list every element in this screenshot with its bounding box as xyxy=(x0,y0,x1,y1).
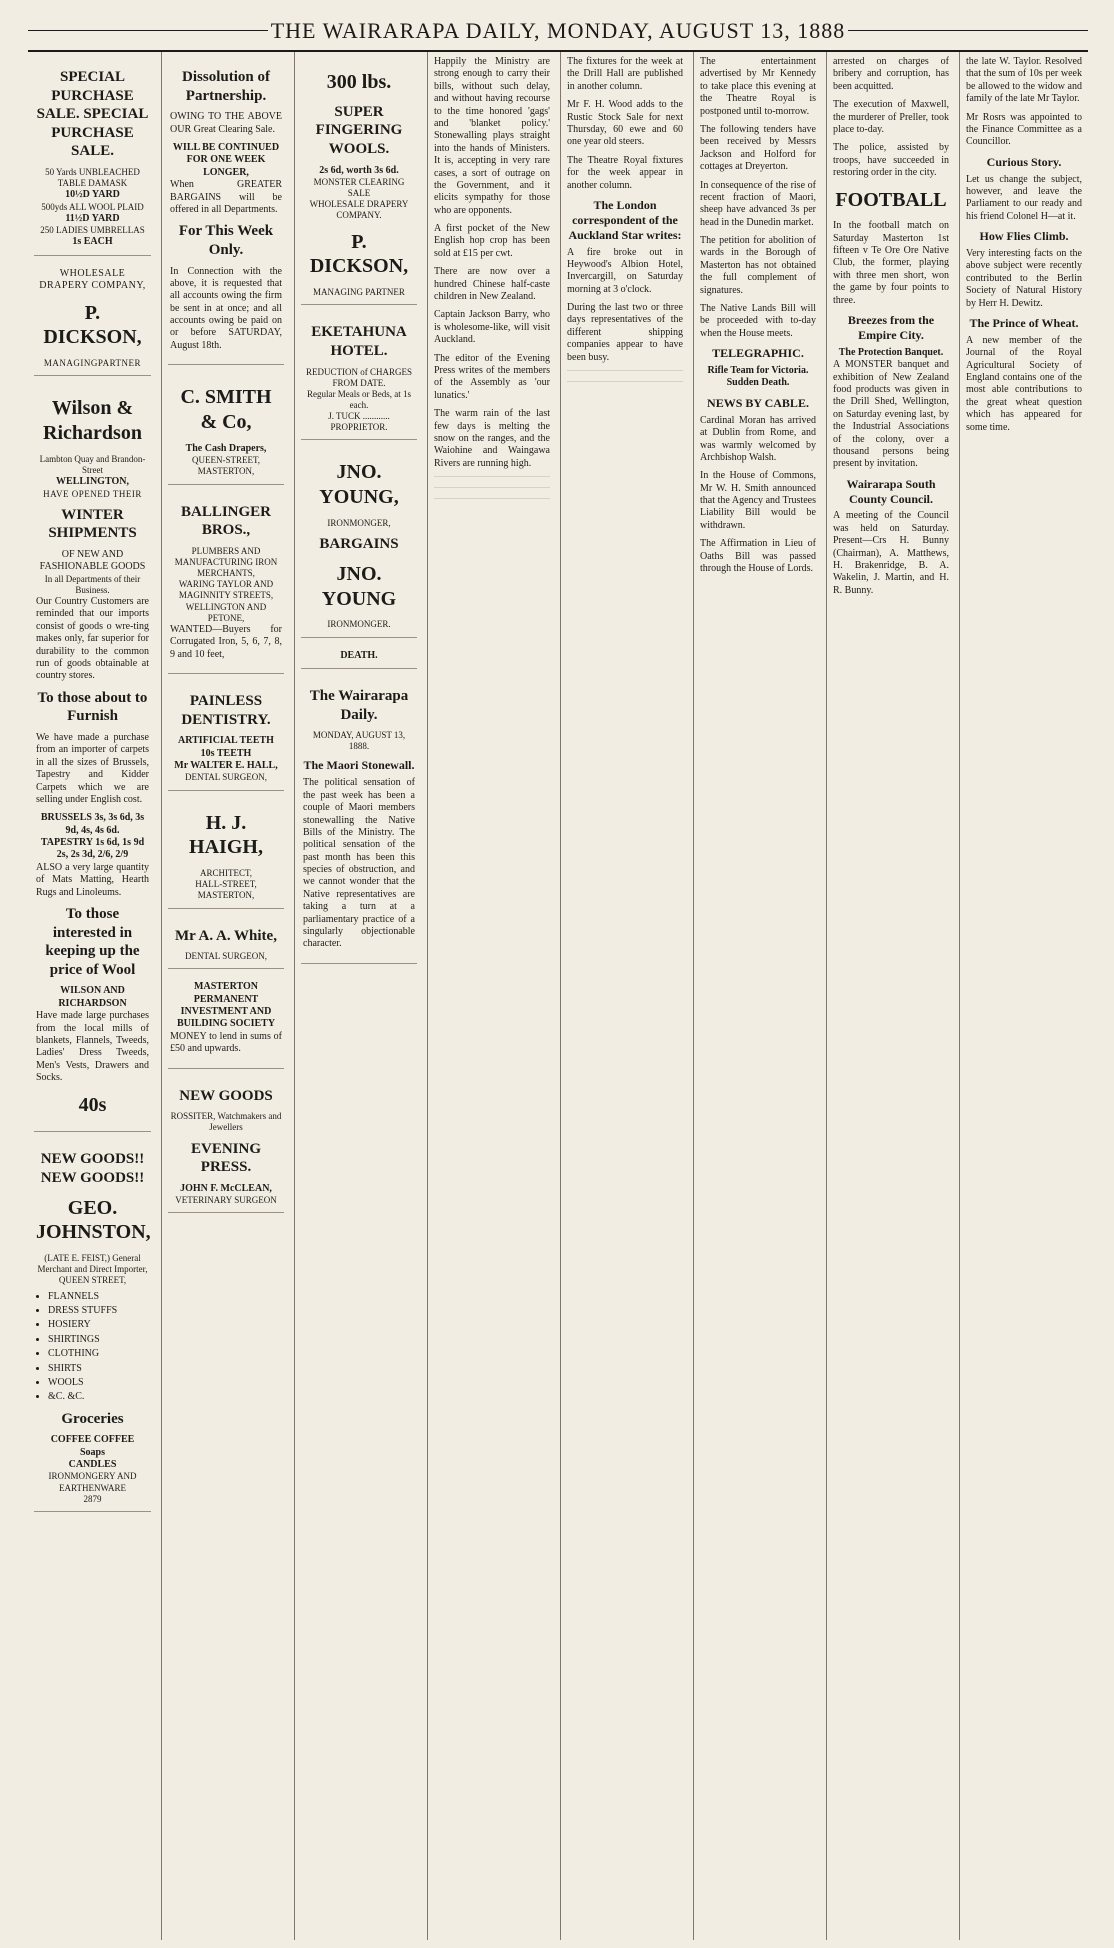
johnston-list-item: • CLOTHING xyxy=(48,1348,149,1360)
haigh-role: ARCHITECT, xyxy=(199,868,253,879)
wilson-body: Our Country Customers are reminded that our imports consist of goods o wre-ting makes only, far superior for durability to the common run of goods obtainable at country stores. xyxy=(36,596,149,682)
death-notice xyxy=(301,644,417,669)
dissolution-title: Dissolution of Partnership. xyxy=(182,69,270,104)
council-body: A meeting of the Council was held on Saturday. Present—Crs H. Bunny (Chairman), A. Matthews, H. Brakenridge, B. A. Wakelin, J. Martin, and H. R. Bunny. xyxy=(833,510,949,596)
daily-heading xyxy=(301,675,417,964)
column-6 xyxy=(693,52,822,1940)
column-7-article-3: The police, assisted by troops, have succeeded in restoring order in the city. xyxy=(833,142,949,179)
column-4-news-2: There are now over a hundred Chinese half-caste children in New Zealand. xyxy=(434,266,550,303)
hotel-proprietor: J. TUCK ............ PROPRIETOR. xyxy=(328,411,390,433)
column-4-filler xyxy=(434,487,550,496)
mclean-name: JOHN F. McCLEAN, xyxy=(180,1182,272,1194)
johnston-list-item: • DRESS STUFFS xyxy=(48,1305,149,1317)
masthead-right-rule xyxy=(848,30,1088,31)
wilson-title: Wilson & Richardson xyxy=(43,397,142,445)
wilson-ad xyxy=(34,382,151,1132)
column-6-article-5: The Native Lands Bill will be proceeded with to-day when the House meets. xyxy=(700,303,816,339)
ballinger-body: WANTED—Buyers for Corrugated Iron, 5, 6, 7, 8, 9 and 10 feet, xyxy=(170,623,282,660)
dentistry-ad xyxy=(168,680,284,791)
new-goods-heading: NEW GOODS xyxy=(179,1087,273,1104)
flies-body: Very interesting facts on the above subject were recently contributed to the Berlin Society of Natural History by Herr H. Dewitz. xyxy=(966,248,1082,309)
column-1-footer: 2879 xyxy=(83,1493,102,1504)
smith-ad xyxy=(168,371,284,484)
sudden-title: Sudden Death. xyxy=(726,377,790,389)
wool-title: To those interested in keeping up the price of Wool xyxy=(45,906,140,978)
news-goods-ad xyxy=(168,1075,284,1214)
sale-price-3: 1s EACH xyxy=(72,236,113,248)
hotel-title: EKETAHUNA HOTEL. xyxy=(311,324,407,359)
wheat-body: A new member of the Journal of the Royal Agricultural Society of England contains one of the most able contributions to the great wheat question which has appeared for some time. xyxy=(966,334,1082,433)
johnston-list-item: • SHIRTINGS xyxy=(48,1334,149,1346)
wilson-address: Lambton Quay and Brandon-Street xyxy=(39,453,146,476)
young-subtitle-2: IRONMONGER. xyxy=(327,619,391,630)
dissolution-continued: WILL BE CONTINUED FOR ONE WEEK LONGER, xyxy=(172,141,280,178)
daily-date: MONDAY, AUGUST 13, 1888. xyxy=(312,730,406,752)
tapestry-price: TAPESTRY 1s 6d, 1s 9d 2s, 2s 3d, 2/6, 2/9 xyxy=(40,837,145,861)
smith-subtitle: The Cash Drapers, xyxy=(185,442,267,454)
column-4-news-5: The warm rain of the last few days is melting the snow on the ranges, and the Waiohine and Waingawa Rivers are running high. xyxy=(434,408,550,469)
watch-subtitle: ROSSITER, Watchmakers and Jewellers xyxy=(170,1111,282,1133)
masthead-left-rule xyxy=(28,30,268,31)
candles-title: CANDLES xyxy=(68,1459,117,1471)
breezes-title: Breezes from the Empire City. xyxy=(847,313,935,342)
hotel-board: Regular Meals or Beds, at 1s each. xyxy=(307,388,411,410)
protection-title: The Protection Banquet. xyxy=(838,346,944,358)
dissolution-body-3: In Connection with the above, it is requested that all accounts owing the firm be sent in at once; and all accounts owing be paid on or before SATURDAY, August 18th. xyxy=(170,265,282,351)
wool-company: WHOLESALE DRAPERY COMPANY. xyxy=(309,199,409,221)
column-7-article: arrested on charges of bribery and corruption, has been acquitted. xyxy=(833,56,949,92)
telegraph-title: TELEGRAPHIC. xyxy=(712,346,804,361)
masthead xyxy=(28,10,1088,52)
dickson-role: MANAGINGPARTNER xyxy=(43,358,142,369)
hall-name: Mr WALTER E. HALL, xyxy=(174,759,278,771)
hotel-ad xyxy=(301,311,417,440)
column-5-filler xyxy=(567,370,683,379)
johnston-name: GEO. JOHNSTON, xyxy=(36,1196,151,1244)
johnston-list-item: • HOSIERY xyxy=(48,1319,149,1331)
wool-dickson: P. DICKSON, xyxy=(309,230,409,278)
johnston-list-item: • &C. &C. xyxy=(48,1391,149,1403)
death-title: DEATH. xyxy=(340,649,378,661)
furnish-body: We have made a purchase from an importer of carpets in all the sizes of Brussels, Tapestry and Kidder Carpets which we are selling under English cost. xyxy=(36,731,149,805)
johnston-list xyxy=(36,1291,149,1404)
wool-body: Have made large purchases from the local mills of blankets, Flannels, Tweeds, Ladies' Dress Tweeds, Men's Vests, Drawers and Socks. xyxy=(36,1010,149,1084)
furnish-title: To those about to Furnish xyxy=(37,689,148,725)
new-goods-title: NEW GOODS!! NEW GOODS!! xyxy=(40,1151,145,1186)
column-5-article-3: The Theatre Royal fixtures for the week appear in another column. xyxy=(567,154,683,191)
johnston-ad xyxy=(34,1138,151,1512)
wool-monster: MONSTER CLEARING SALE xyxy=(313,176,405,199)
vet-title: VETERINARY SURGEON xyxy=(175,1195,277,1206)
column-5-filler xyxy=(567,381,683,390)
sale-line-3: 250 LADIES UMBRELLAS xyxy=(40,225,145,236)
column-8 xyxy=(959,52,1088,1940)
evening-press-title: EVENING PRESS. xyxy=(190,1140,261,1176)
wool-price: 40s xyxy=(78,1093,107,1116)
masthead-title xyxy=(28,18,1088,44)
column-4-news-1: A first pocket of the New English hop crop has been sold at £15 per cwt. xyxy=(434,223,550,259)
wilson-shipments: WINTER SHIPMENTS xyxy=(48,506,137,542)
haigh-ad xyxy=(168,797,284,909)
dissolution-body: OWING TO THE ABOVE OUR Great Clearing Sale. xyxy=(170,111,282,135)
johnston-list-item: • SHIRTS xyxy=(48,1363,149,1375)
wilson-opened: HAVE OPENED THEIR xyxy=(43,488,142,499)
column-1 xyxy=(28,52,157,1940)
johnston-list-item: • FLANNELS xyxy=(48,1291,149,1303)
wool-ad xyxy=(301,56,417,305)
column-6-article: The entertainment advertised by Mr Kennedy to take place this evening at the Theatre Royal is postponed until to-morrow. xyxy=(700,56,816,117)
society-ad xyxy=(168,975,284,1068)
column-4-news-3: Captain Jackson Barry, who is wholesome-like, will visit Auckland. xyxy=(434,309,550,346)
ballinger-subtitle: PLUMBERS AND MANUFACTURING IRON MERCHANTS, xyxy=(174,545,278,579)
sale-price-1: 10½D YARD xyxy=(65,189,120,201)
wool-lbs: 300 lbs. xyxy=(326,71,392,93)
columns xyxy=(28,52,1088,1940)
smith-street: QUEEN-STREET, MASTERTON, xyxy=(191,455,261,477)
teeth-price: ARTIFICIAL TEETH 10s TEETH xyxy=(178,735,274,759)
daily-title: The Wairarapa Daily. xyxy=(309,687,409,723)
johnston-list-item: • WOOLS xyxy=(48,1377,149,1389)
dissolution-body-2: When GREATER BARGAINS will be offered in all Departments. xyxy=(170,179,282,215)
column-4-article: Happily the Ministry are strong enough to carry their bills, without such delay, and without having recourse to the time honored 'gags' and 'blanket policy.' Stonewalling plays straight into the hands of Ministers. It is, accepting in very rare cases, a sort of outrage on the Government, and it elicits sympathy for those who are opponents. xyxy=(434,56,550,216)
groceries-title: Groceries xyxy=(61,1410,124,1427)
wilson-goods: OF NEW AND FASHIONABLE GOODS xyxy=(39,548,146,573)
rifle-title: Rifle Team for Victoria. xyxy=(707,365,809,377)
article-title: The Maori Stonewall. xyxy=(303,758,415,773)
football-title: FOOTBALL xyxy=(835,188,947,211)
column-4-news-4: The editor of the Evening Press writes of the members of the Assembly as 'our lunatics.' xyxy=(434,352,550,401)
society-body: MONEY to lend in sums of £50 and upwards. xyxy=(170,1030,282,1055)
column-8-article: the late W. Taylor. Resolved that the sum of 10s per week be allowed to the widow and family of the late Mr Taylor. xyxy=(966,56,1082,105)
column-4-filler xyxy=(434,498,550,507)
column-5-london-title: The London correspondent of the Auckland Star writes: xyxy=(568,197,682,242)
curious-body: Let us change the subject, however, and leave the Parliament to our ready and his friend Colonel H—at it. xyxy=(966,173,1082,222)
white-role: DENTAL SURGEON, xyxy=(185,951,267,962)
curious-title: Curious Story. xyxy=(986,154,1062,169)
dickson-name: P. DICKSON, xyxy=(43,301,142,349)
column-6-article-4: The petition for abolition of wards in the Borough of Masterton has not obtained the full complement of signatures. xyxy=(700,235,816,296)
wilson-city: WELLINGTON, xyxy=(56,476,129,488)
bargains-title: BARGAINS xyxy=(319,536,399,553)
ballinger-address: WARING TAYLOR AND MAGINNITY STREETS, WELLINGTON AND PETONE, xyxy=(178,579,274,623)
column-5-theatre: During the last two or three days representatives of the different shipping companies appear to have been busy. xyxy=(567,302,683,363)
ballinger-ad xyxy=(168,491,284,674)
this-week-only: For This Week Only. xyxy=(178,223,274,258)
special-sale-title: SPECIAL PURCHASE SALE. SPECIAL PURCHASE SALE. xyxy=(36,69,149,160)
white-ad xyxy=(168,915,284,970)
column-6-article-3: In consequence of the rise of recent fraction of Maori, sheep have advanced 3s per head in the Dunedin market. xyxy=(700,179,816,228)
column-5-article: The fixtures for the week at the Drill Hall are published in another column. xyxy=(567,56,683,92)
column-6-article-2: The following tenders have been received by Messrs Jackson and Holford for cottages at Dreyerton. xyxy=(700,123,816,173)
football-body: In the football match on Saturday Masterton 1st fifteen v Te Ore Ore Native Club, the former, playing with three men short, won the game by four points to three. xyxy=(833,220,949,306)
ironmongery-title: IRONMONGERY AND EARTHENWARE xyxy=(48,1471,137,1493)
wool-price: 2s 6d, worth 3s 6d. xyxy=(319,164,399,176)
young-ad xyxy=(301,446,417,637)
society-title: MASTERTON PERMANENT INVESTMENT AND BUILDING SOCIETY xyxy=(176,981,276,1030)
article-body: The political sensation of the past week has been a couple of Maori members stonewalling the Native Bills of the Ministry. The political sensation of the past month has been this species of obstruction, and we cannot wonder that the Native representatives are taking a turn at a parliamentary practice of a singularly objectionable character. xyxy=(303,777,415,950)
cable-body-2: In the House of Commons, Mr W. H. Smith announced that the Agency and Trustees Liability Bill would be withdrawn. xyxy=(700,470,816,531)
masthead-title-text: THE WAIRARAPA DAILY, MONDAY, AUGUST 13, 1888 xyxy=(270,18,846,43)
column-7-article-2: The execution of Maxwell, the murderer of Preller, took place to-day. xyxy=(833,99,949,135)
sale-price-2: 11½D YARD xyxy=(65,212,120,224)
young-title-2: JNO. YOUNG xyxy=(321,562,397,610)
wool-managing: MANAGING PARTNER xyxy=(313,287,405,298)
young-subtitle: IRONMONGER, xyxy=(327,518,391,529)
smith-title: C. SMITH & Co, xyxy=(180,386,272,434)
column-8-article-2: Mr Rosrs was appointed to the Finance Committee as a Councillor. xyxy=(966,111,1082,148)
cable-title: NEWS BY CABLE. xyxy=(707,395,809,410)
wool-subtitle: WILSON AND RICHARDSON xyxy=(58,985,127,1009)
matting-body: ALSO a very large quantity of Mats Matting, Hearth Rugs and Linoleums. xyxy=(36,861,149,898)
wholesale-title: WHOLESALE DRAPERY COMPANY, xyxy=(39,267,146,292)
haigh-title: H. J. HAIGH, xyxy=(189,811,263,859)
sale-line-2: 500yds ALL WOOL PLAID xyxy=(41,201,144,212)
ballinger-title: BALLINGER BROS., xyxy=(180,503,272,539)
wilson-depts: In all Departments of their Business. xyxy=(44,573,141,595)
white-title: Mr A. A. White, xyxy=(175,927,277,944)
column-4 xyxy=(427,52,556,1940)
column-5 xyxy=(560,52,689,1940)
wheat-title: The Prince of Wheat. xyxy=(969,316,1079,330)
hotel-reduction: REDUCTION of CHARGES FROM DATE. xyxy=(305,366,412,388)
brussels-price: BRUSSELS 3s, 3s 6d, 3s 9d, 4s, 4s 6d. xyxy=(40,812,145,836)
cable-body-3: The Affirmation in Lieu of Oaths Bill was passed through the House of Lords. xyxy=(700,538,816,575)
coffee-title: COFFEE COFFEE xyxy=(50,1434,135,1446)
dissolution-ad xyxy=(168,56,284,365)
young-title: JNO. YOUNG, xyxy=(319,461,399,509)
column-7 xyxy=(826,52,955,1940)
hall-role: DENTAL SURGEON, xyxy=(185,772,267,783)
column-3 xyxy=(294,52,423,1940)
column-4-filler xyxy=(434,476,550,485)
protection-body: A MONSTER banquet and exhibition of New Zealand food products was given in the Drill Shed, Wellington, on Saturday evening last, by the Industrial Associations of the colony, over a thousand persons being present by invitation. xyxy=(833,359,949,470)
special-sale-ad xyxy=(34,56,151,256)
council-title: Wairarapa South County Council. xyxy=(846,476,936,506)
johnston-subtitle: (LATE E. FEIST,) General Merchant and Direct Importer, QUEEN STREET, xyxy=(37,1253,148,1286)
sale-line-1: 50 Yards UNBLEACHED TABLE DAMASK xyxy=(45,166,140,189)
wholesale-ad xyxy=(34,262,151,377)
column-2 xyxy=(161,52,290,1940)
soaps-title: Soaps xyxy=(79,1446,105,1458)
haigh-address: HALL-STREET, MASTERTON, xyxy=(195,879,257,901)
cable-body: Cardinal Moran has arrived at Dublin from Rome, and was warmly welcomed by Archbishop Walsh. xyxy=(700,414,816,463)
column-5-article-2: Mr F. H. Wood adds to the Rustic Stock Sale for next Thursday, 60 ewe and 60 one year old steers. xyxy=(567,99,683,148)
column-5-fire: A fire broke out in Heywood's Albion Hotel, Invercargill, on Saturday morning at 3 o'clock. xyxy=(567,246,683,295)
dentistry-title: PAINLESS DENTISTRY. xyxy=(181,692,271,728)
flies-title: How Flies Climb. xyxy=(979,229,1069,244)
wool-super: SUPER FINGERING WOOLS. xyxy=(315,103,403,157)
